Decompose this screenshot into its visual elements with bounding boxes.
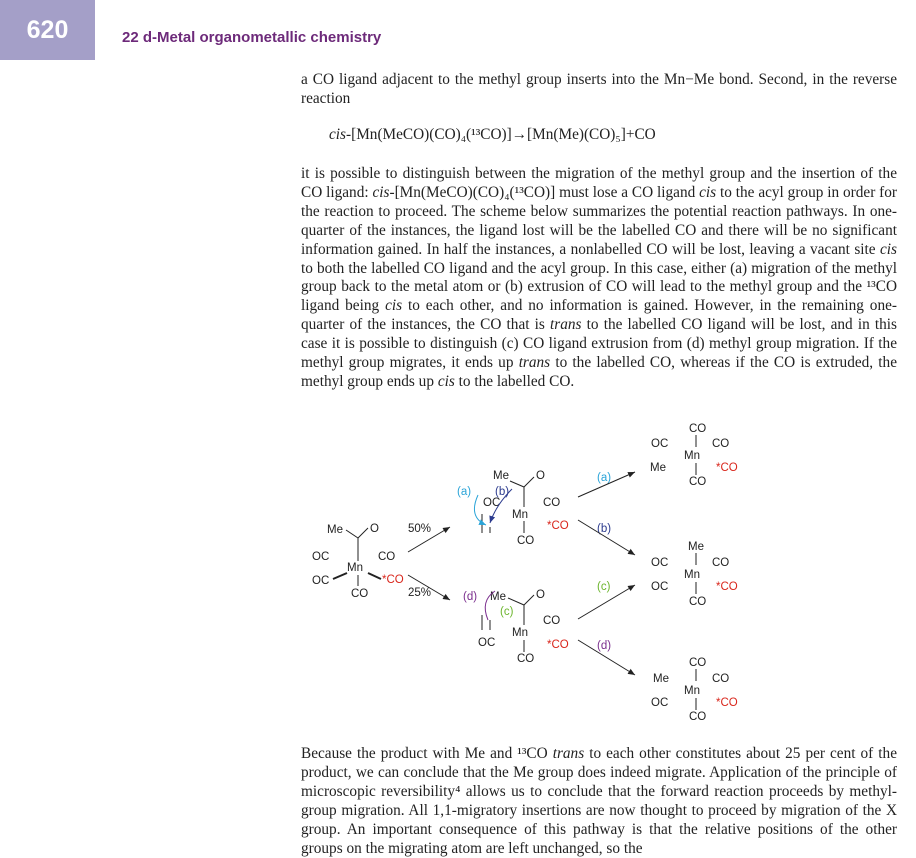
- upper-intermediate: [457, 470, 569, 547]
- pct-50: 50%: [408, 523, 432, 535]
- svg-text:*CO: *CO: [547, 639, 569, 651]
- label-d-lower: (d): [463, 591, 478, 603]
- svg-text:Me: Me: [327, 524, 343, 536]
- running-head: 22 d-Metal organometallic chemistry: [122, 29, 382, 46]
- svg-text:O: O: [536, 470, 545, 482]
- svg-text:CO: CO: [689, 657, 707, 669]
- reaction-scheme: [300, 415, 780, 730]
- page-number: 620: [0, 0, 95, 60]
- svg-text:Mn: Mn: [684, 685, 700, 697]
- eqn-rest: -[Mn(MeCO)(CO)₄(¹³CO)]→[Mn(Me)(CO)₅]+CO: [346, 126, 656, 143]
- product-a: [650, 423, 738, 488]
- svg-text:OC: OC: [312, 575, 330, 587]
- svg-text:OC: OC: [483, 497, 501, 509]
- svg-text:*CO: *CO: [382, 574, 404, 586]
- svg-text:Me: Me: [493, 470, 509, 482]
- svg-text:OC: OC: [478, 637, 496, 649]
- svg-text:OC: OC: [312, 551, 330, 563]
- eqn-cis: cis: [329, 126, 346, 143]
- svg-text:CO: CO: [517, 653, 535, 665]
- start-complex: [312, 523, 404, 600]
- label-a-arrow: (a): [597, 472, 612, 484]
- label-a-upper: (a): [457, 486, 472, 498]
- svg-text:*CO: *CO: [716, 581, 738, 593]
- svg-text:Mn: Mn: [347, 562, 363, 574]
- svg-text:Mn: Mn: [684, 569, 700, 581]
- svg-text:CO: CO: [689, 476, 707, 488]
- svg-text:Me: Me: [653, 673, 669, 685]
- label-b-upper: (b): [495, 486, 510, 498]
- svg-text:*CO: *CO: [716, 697, 738, 709]
- label-b-arrow: (b): [597, 523, 612, 535]
- svg-text:OC: OC: [651, 557, 669, 569]
- svg-text:CO: CO: [351, 588, 369, 600]
- svg-text:CO: CO: [712, 557, 730, 569]
- svg-text:O: O: [370, 523, 379, 535]
- svg-text:CO: CO: [712, 673, 730, 685]
- reaction-equation: [329, 126, 656, 144]
- svg-text:Me: Me: [650, 462, 666, 474]
- svg-text:CO: CO: [517, 535, 535, 547]
- label-c-arrow: (c): [597, 581, 611, 593]
- svg-text:OC: OC: [651, 438, 669, 450]
- svg-text:CO: CO: [378, 551, 396, 563]
- product-d: [651, 657, 738, 723]
- paragraph-3: Because the product with Me and ¹³CO trans to each other constitutes about 25 per cent of the product, we can conclude that the Me group does indeed migrate. Application of the principle of microscopic reversibility⁴ allows us to conclude that the forward reaction proceeds by methyl-group migration. All 1,1-migratory insertions are now thought to proceed by migration of the X group. An important consequence of this pathway is that the relative positions of the other groups on the migrating atom are left unchanged, so the: [301, 745, 897, 857]
- svg-text:CO: CO: [543, 615, 561, 627]
- paragraph-2: it is possible to distinguish between the migration of the methyl group and the insertion of the CO ligand: cis-[Mn(MeCO)(CO)₄(¹³CO)] must lose a CO ligand cis to the acyl group in order for the reaction to proceed. The scheme below summarizes the potential reaction pathways. In one-quarter of the instances, the ligand lost will be the labelled CO and there will be no significant information gained. In half the instances, a nonlabelled CO will be lost, leaving a vacant site cis to both the labelled CO ligand and the acyl group. In this case, either (a) migration of the methyl group back to the metal atom or (b) extrusion of CO will lead to the methyl group and the ¹³CO ligand being cis to each other, and no information is gained. However, in the remaining one-quarter of the instances, the CO that is trans to the labelled CO ligand will be lost, and in this case it is possible to distinguish (c) CO ligand extrusion from (d) methyl group migration. If the methyl group migrates, it ends up trans to the labelled CO, whereas if the CO is extruded, the methyl group ends up cis to the labelled CO.: [301, 165, 897, 390]
- svg-text:OC: OC: [651, 581, 669, 593]
- svg-text:OC: OC: [651, 697, 669, 709]
- product-b: [651, 541, 738, 608]
- svg-text:Mn: Mn: [512, 627, 528, 639]
- label-c-lower: (c): [500, 606, 514, 618]
- svg-text:CO: CO: [689, 596, 707, 608]
- svg-text:CO: CO: [712, 438, 730, 450]
- svg-text:O: O: [536, 589, 545, 601]
- paragraph-1: a CO ligand adjacent to the methyl group inserts into the Mn−Me bond. Second, in the reverse reaction: [301, 71, 897, 107]
- svg-text:CO: CO: [543, 497, 561, 509]
- svg-text:CO: CO: [689, 711, 707, 723]
- svg-text:Me: Me: [490, 591, 506, 603]
- svg-text:Mn: Mn: [684, 450, 700, 462]
- svg-text:Me: Me: [688, 541, 704, 553]
- svg-text:*CO: *CO: [547, 520, 569, 532]
- svg-text:Mn: Mn: [512, 509, 528, 521]
- pct-25: 25%: [408, 587, 432, 599]
- svg-text:CO: CO: [689, 423, 707, 435]
- label-d-arrow: (d): [597, 640, 612, 652]
- svg-text:*CO: *CO: [716, 462, 738, 474]
- lower-intermediate: [463, 589, 569, 665]
